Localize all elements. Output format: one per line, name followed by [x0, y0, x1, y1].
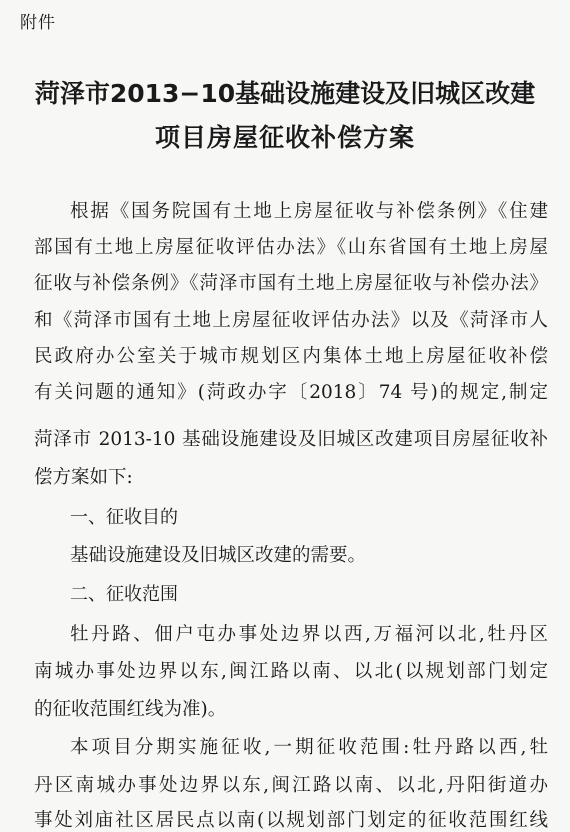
section-2-paragraph-1-line: 的征收范围红线为准)。	[34, 699, 227, 720]
preamble-line: 偿方案如下:	[34, 467, 133, 488]
preamble-line: 部国有土地上房屋征收评估办法》《山东省国有土地上房屋	[34, 237, 548, 258]
section-2-paragraph-2-line: 事处刘庙社区居民点以南(以规划部门划定的征收范围红线	[34, 810, 548, 831]
section-1-heading: 一、征收目的	[70, 507, 178, 528]
section-1-body: 基础设施建设及旧城区改建的需要。	[70, 545, 367, 566]
preamble-line: 民政府办公室关于城市规划区内集体土地上房屋征收补偿	[34, 346, 548, 367]
preamble-line: 征收与补偿条例》《菏泽市国有土地上房屋征收与补偿办法》	[34, 273, 548, 294]
section-2-paragraph-2-line: 本项目分期实施征收,一期征收范围:牡丹路以西,牡	[70, 737, 548, 758]
section-2-paragraph-2-line: 丹区南城办事处边界以东,闽江路以南、以北,丹阳街道办	[34, 775, 548, 796]
document-title-line-1: 菏泽市2013−10基础设施建设及旧城区改建	[34, 79, 536, 108]
section-2-paragraph-1-line: 南城办事处边界以东,闽江路以南、以北(以规划部门划定	[34, 661, 548, 682]
preamble-line: 有关问题的通知》(菏政办字〔2018〕74 号)的规定,制定	[34, 382, 548, 403]
preamble-line: 菏泽市 2013-10 基础设施建设及旧城区改建项目房屋征收补	[34, 429, 548, 450]
preamble-line: 和《菏泽市国有土地上房屋征收评估办法》以及《菏泽市人	[34, 310, 548, 331]
document-title-line-2: 项目房屋征收补偿方案	[154, 123, 415, 152]
section-2-heading: 二、征收范围	[70, 584, 178, 605]
preamble-line: 根据《国务院国有土地上房屋征收与补偿条例》《住建	[70, 201, 548, 222]
attachment-label: 附件	[20, 13, 56, 33]
section-2-paragraph-1-line: 牡丹路、佃户屯办事处边界以西,万福河以北,牡丹区	[70, 624, 548, 645]
